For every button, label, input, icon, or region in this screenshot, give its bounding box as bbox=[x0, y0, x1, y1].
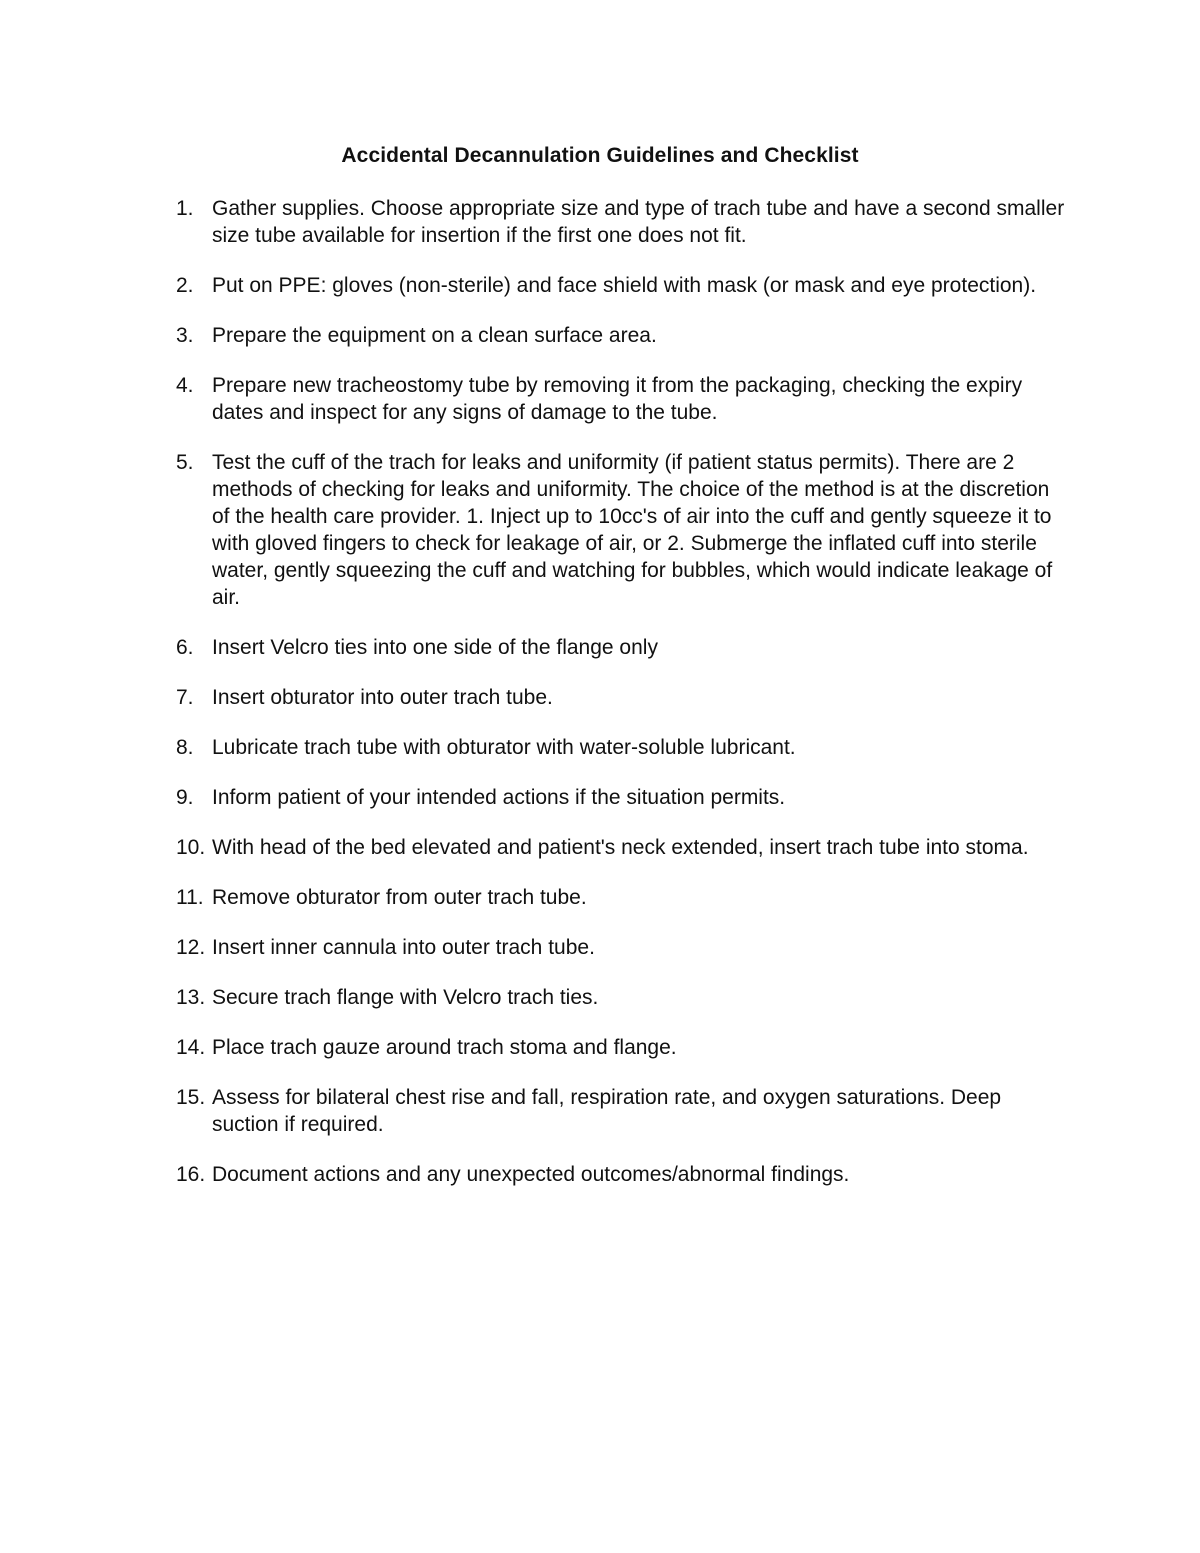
checklist bbox=[170, 195, 1070, 1211]
list-item bbox=[170, 195, 1070, 249]
list-item bbox=[170, 984, 1070, 1011]
step-number: 6. bbox=[176, 636, 194, 659]
list-item bbox=[170, 884, 1070, 911]
step-text: Put on PPE: gloves (non-sterile) and face shield with mask (or mask and eye protection). bbox=[212, 274, 1037, 297]
step-number: 8. bbox=[176, 736, 194, 759]
list-item bbox=[170, 834, 1070, 861]
step-text: Insert Velcro ties into one side of the flange only bbox=[212, 636, 658, 659]
step-text: With head of the bed elevated and patient's neck extended, insert trach tube into stoma. bbox=[212, 836, 1029, 859]
step-text: Prepare the equipment on a clean surface area. bbox=[212, 324, 657, 347]
list-item bbox=[170, 634, 1070, 661]
step-number: 12. bbox=[176, 936, 206, 959]
step-text: Gather supplies. Choose appropriate size and type of trach tube and have a second smaller size tube available for insertion if the first one does not fit. bbox=[212, 197, 1065, 247]
step-text: Place trach gauze around trach stoma and flange. bbox=[212, 1036, 677, 1059]
step-number: 13. bbox=[176, 986, 206, 1009]
step-text: Insert obturator into outer trach tube. bbox=[212, 686, 553, 709]
list-item bbox=[170, 734, 1070, 761]
list-item bbox=[170, 449, 1070, 611]
step-number: 2. bbox=[176, 274, 194, 297]
list-item bbox=[170, 1034, 1070, 1061]
list-item bbox=[170, 934, 1070, 961]
step-number: 16. bbox=[176, 1163, 206, 1186]
step-number: 14. bbox=[176, 1036, 206, 1059]
step-text: Document actions and any unexpected outcomes/abnormal findings. bbox=[212, 1163, 850, 1186]
step-number: 1. bbox=[176, 197, 194, 220]
step-text: Inform patient of your intended actions if the situation permits. bbox=[212, 786, 786, 809]
list-item bbox=[170, 372, 1070, 426]
step-number: 5. bbox=[176, 451, 194, 474]
step-text: Test the cuff of the trach for leaks and uniformity (if patient status permits). There are 2 methods of checking for leaks and uniformity. The choice of the method is at the discretion of the health care provider. 1. Inject up to 10cc's of air into the cuff and gently squeeze it to with gloved fingers to check for leakage of air, or 2. Submerge the inflated cuff into sterile water, gently squeezing the cuff and watching for bubbles, which would indicate leakage of air. bbox=[212, 451, 1053, 609]
step-text: Lubricate trach tube with obturator with water-soluble lubricant. bbox=[212, 736, 796, 759]
step-text: Insert inner cannula into outer trach tube. bbox=[212, 936, 595, 959]
list-item bbox=[170, 784, 1070, 811]
step-number: 11. bbox=[176, 886, 204, 909]
step-text: Prepare new tracheostomy tube by removing it from the packaging, checking the expiry dates and inspect for any signs of damage to the tube. bbox=[212, 374, 1023, 424]
step-number: 9. bbox=[176, 786, 194, 809]
list-item bbox=[170, 322, 1070, 349]
list-item bbox=[170, 272, 1070, 299]
page-title: Accidental Decannulation Guidelines and Checklist bbox=[341, 144, 859, 167]
step-text: Remove obturator from outer trach tube. bbox=[212, 886, 587, 909]
step-number: 4. bbox=[176, 374, 194, 397]
step-text: Secure trach flange with Velcro trach ties. bbox=[212, 986, 599, 1009]
step-text: Assess for bilateral chest rise and fall, respiration rate, and oxygen saturations. Deep suction if required. bbox=[212, 1086, 1002, 1136]
list-item bbox=[170, 1161, 1070, 1188]
step-number: 7. bbox=[176, 686, 194, 709]
step-number: 10. bbox=[176, 836, 206, 859]
step-number: 3. bbox=[176, 324, 194, 347]
list-item bbox=[170, 1084, 1070, 1138]
step-number: 15. bbox=[176, 1086, 206, 1109]
list-item bbox=[170, 684, 1070, 711]
